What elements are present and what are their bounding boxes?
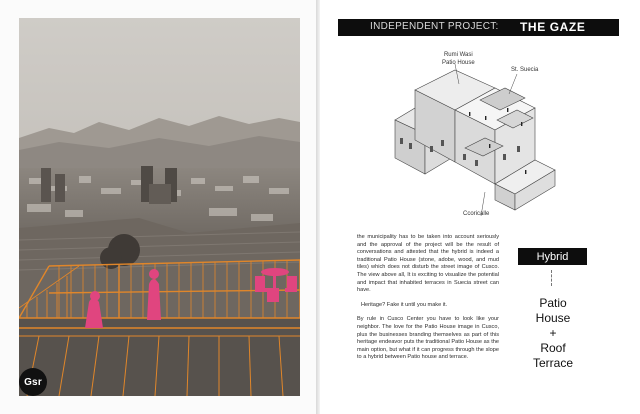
axonometric-diagram: [385, 50, 565, 230]
cusco-rooftop-photo: [19, 18, 300, 396]
stack-line: +: [549, 326, 557, 340]
left-page: [0, 0, 316, 414]
project-label: INDEPENDENT PROJECT:: [370, 21, 499, 32]
body-text: [357, 234, 499, 369]
stack-line: Patio: [539, 296, 567, 310]
stack-line: Terrace: [532, 356, 573, 370]
label-st-suecia: St. Suecia: [511, 67, 539, 73]
stack-line: House: [535, 311, 571, 325]
paragraph: the municipality has to be taken into account seriously and the approval of the project will be the result of conversations and attested that the hybrid is indeed a traditional Patio House (stone, adobe, wood, and mud tiles) which does not disturb the street image of Cusco. The view above all, It is exciting to visualize the potential and impact that inhabited terraces in Suecia street can have.: [357, 234, 499, 294]
paragraph: Heritage? Fake it until you make it.: [361, 301, 448, 308]
dashed-connector: [551, 270, 552, 286]
hybrid-label: Hybrid: [518, 248, 587, 265]
label-rumi-wasi: Rumi Wasi Patio House: [442, 52, 475, 66]
project-title: THE GAZE: [520, 20, 586, 34]
paragraph: By rule in Cusco Center you have to look like your neighbor. The love for the Patio House image in Cusco, plus the businesses branding themselves as part of this heritage endeavor puts the traditional Patio House as the main option, but what if it can progress through the slope to a hybrid between Patio house and terrace.: [357, 316, 499, 361]
stack-line: Roof: [540, 341, 566, 355]
label-ccoricalle: Ccoricalle: [463, 211, 490, 217]
concept-stack: [520, 296, 586, 371]
gsr-badge: Gsr: [19, 368, 47, 396]
photo-illustration: [19, 18, 300, 396]
